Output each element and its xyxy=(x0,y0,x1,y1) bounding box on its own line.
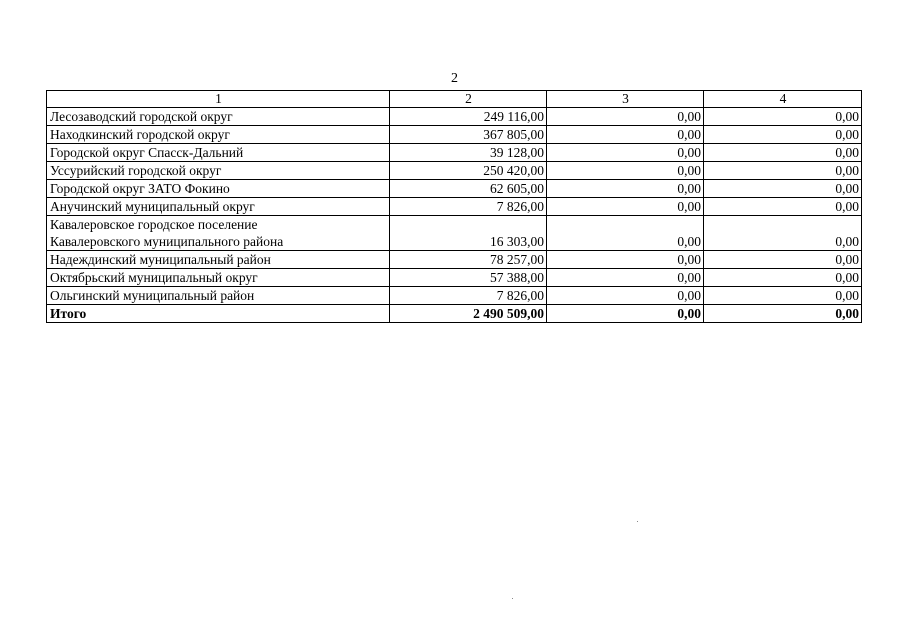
row-value-col2: 250 420,00 xyxy=(390,162,547,180)
row-name xyxy=(47,216,390,251)
column-header-1: 1 xyxy=(47,91,390,108)
column-header-4: 4 xyxy=(704,91,862,108)
table-row xyxy=(47,216,862,251)
page-number: 2 xyxy=(451,71,458,86)
row-value-col2: 7 826,00 xyxy=(390,287,547,305)
table-row xyxy=(47,126,862,144)
scan-speck xyxy=(512,598,513,599)
table-row xyxy=(47,144,862,162)
table-row xyxy=(47,251,862,269)
row-value-col4: 0,00 xyxy=(704,269,862,287)
row-value-col4: 0,00 xyxy=(704,180,862,198)
table-row xyxy=(47,108,862,126)
row-value-col2: 39 128,00 xyxy=(390,144,547,162)
row-name: Городской округ Спасск-Дальний xyxy=(47,144,390,162)
row-value-col4: 0,00 xyxy=(704,251,862,269)
row-value-col3: 0,00 xyxy=(547,269,704,287)
data-table xyxy=(46,90,862,323)
row-name: Октябрьский муниципальный округ xyxy=(47,269,390,287)
row-value-col2: 62 605,00 xyxy=(390,180,547,198)
row-name: Ольгинский муниципальный район xyxy=(47,287,390,305)
table-row xyxy=(47,269,862,287)
table-row xyxy=(47,287,862,305)
row-value-col4: 0,00 xyxy=(704,144,862,162)
total-row xyxy=(47,305,862,323)
row-value-col2: 57 388,00 xyxy=(390,269,547,287)
total-value-col3: 0,00 xyxy=(547,305,704,323)
row-value-col2: 367 805,00 xyxy=(390,126,547,144)
scan-speck xyxy=(637,521,638,522)
row-value-col4: 0,00 xyxy=(704,198,862,216)
total-label: Итого xyxy=(47,305,390,323)
row-value-col3: 0,00 xyxy=(547,198,704,216)
row-value-col3: 0,00 xyxy=(547,251,704,269)
row-value-col4: 0,00 xyxy=(704,162,862,180)
row-name-line-1: Кавалеровское городское поселение xyxy=(50,217,258,232)
row-value-col4: 0,00 xyxy=(704,287,862,305)
row-name: Уссурийский городской округ xyxy=(47,162,390,180)
row-value-col2: 16 303,00 xyxy=(390,216,547,251)
row-value-col3: 0,00 xyxy=(547,144,704,162)
table-row xyxy=(47,180,862,198)
header-row xyxy=(47,91,862,108)
row-value-col2: 78 257,00 xyxy=(390,251,547,269)
row-value-col4: 0,00 xyxy=(704,126,862,144)
row-name: Надеждинский муниципальный район xyxy=(47,251,390,269)
row-name: Городской округ ЗАТО Фокино xyxy=(47,180,390,198)
total-value-col2: 2 490 509,00 xyxy=(390,305,547,323)
row-value-col3: 0,00 xyxy=(547,126,704,144)
row-name: Анучинский муниципальный округ xyxy=(47,198,390,216)
row-value-col2: 7 826,00 xyxy=(390,198,547,216)
row-name: Находкинский городской округ xyxy=(47,126,390,144)
column-header-2: 2 xyxy=(390,91,547,108)
row-value-col3: 0,00 xyxy=(547,287,704,305)
table-row xyxy=(47,162,862,180)
total-value-col4: 0,00 xyxy=(704,305,862,323)
row-value-col3: 0,00 xyxy=(547,216,704,251)
table-row xyxy=(47,198,862,216)
row-value-col4: 0,00 xyxy=(704,216,862,251)
row-value-col3: 0,00 xyxy=(547,180,704,198)
row-value-col2: 249 116,00 xyxy=(390,108,547,126)
row-name: Лесозаводский городской округ xyxy=(47,108,390,126)
row-value-col4: 0,00 xyxy=(704,108,862,126)
row-value-col3: 0,00 xyxy=(547,108,704,126)
row-name-line-2: Кавалеровского муниципального района xyxy=(50,234,284,249)
column-header-3: 3 xyxy=(547,91,704,108)
row-value-col3: 0,00 xyxy=(547,162,704,180)
